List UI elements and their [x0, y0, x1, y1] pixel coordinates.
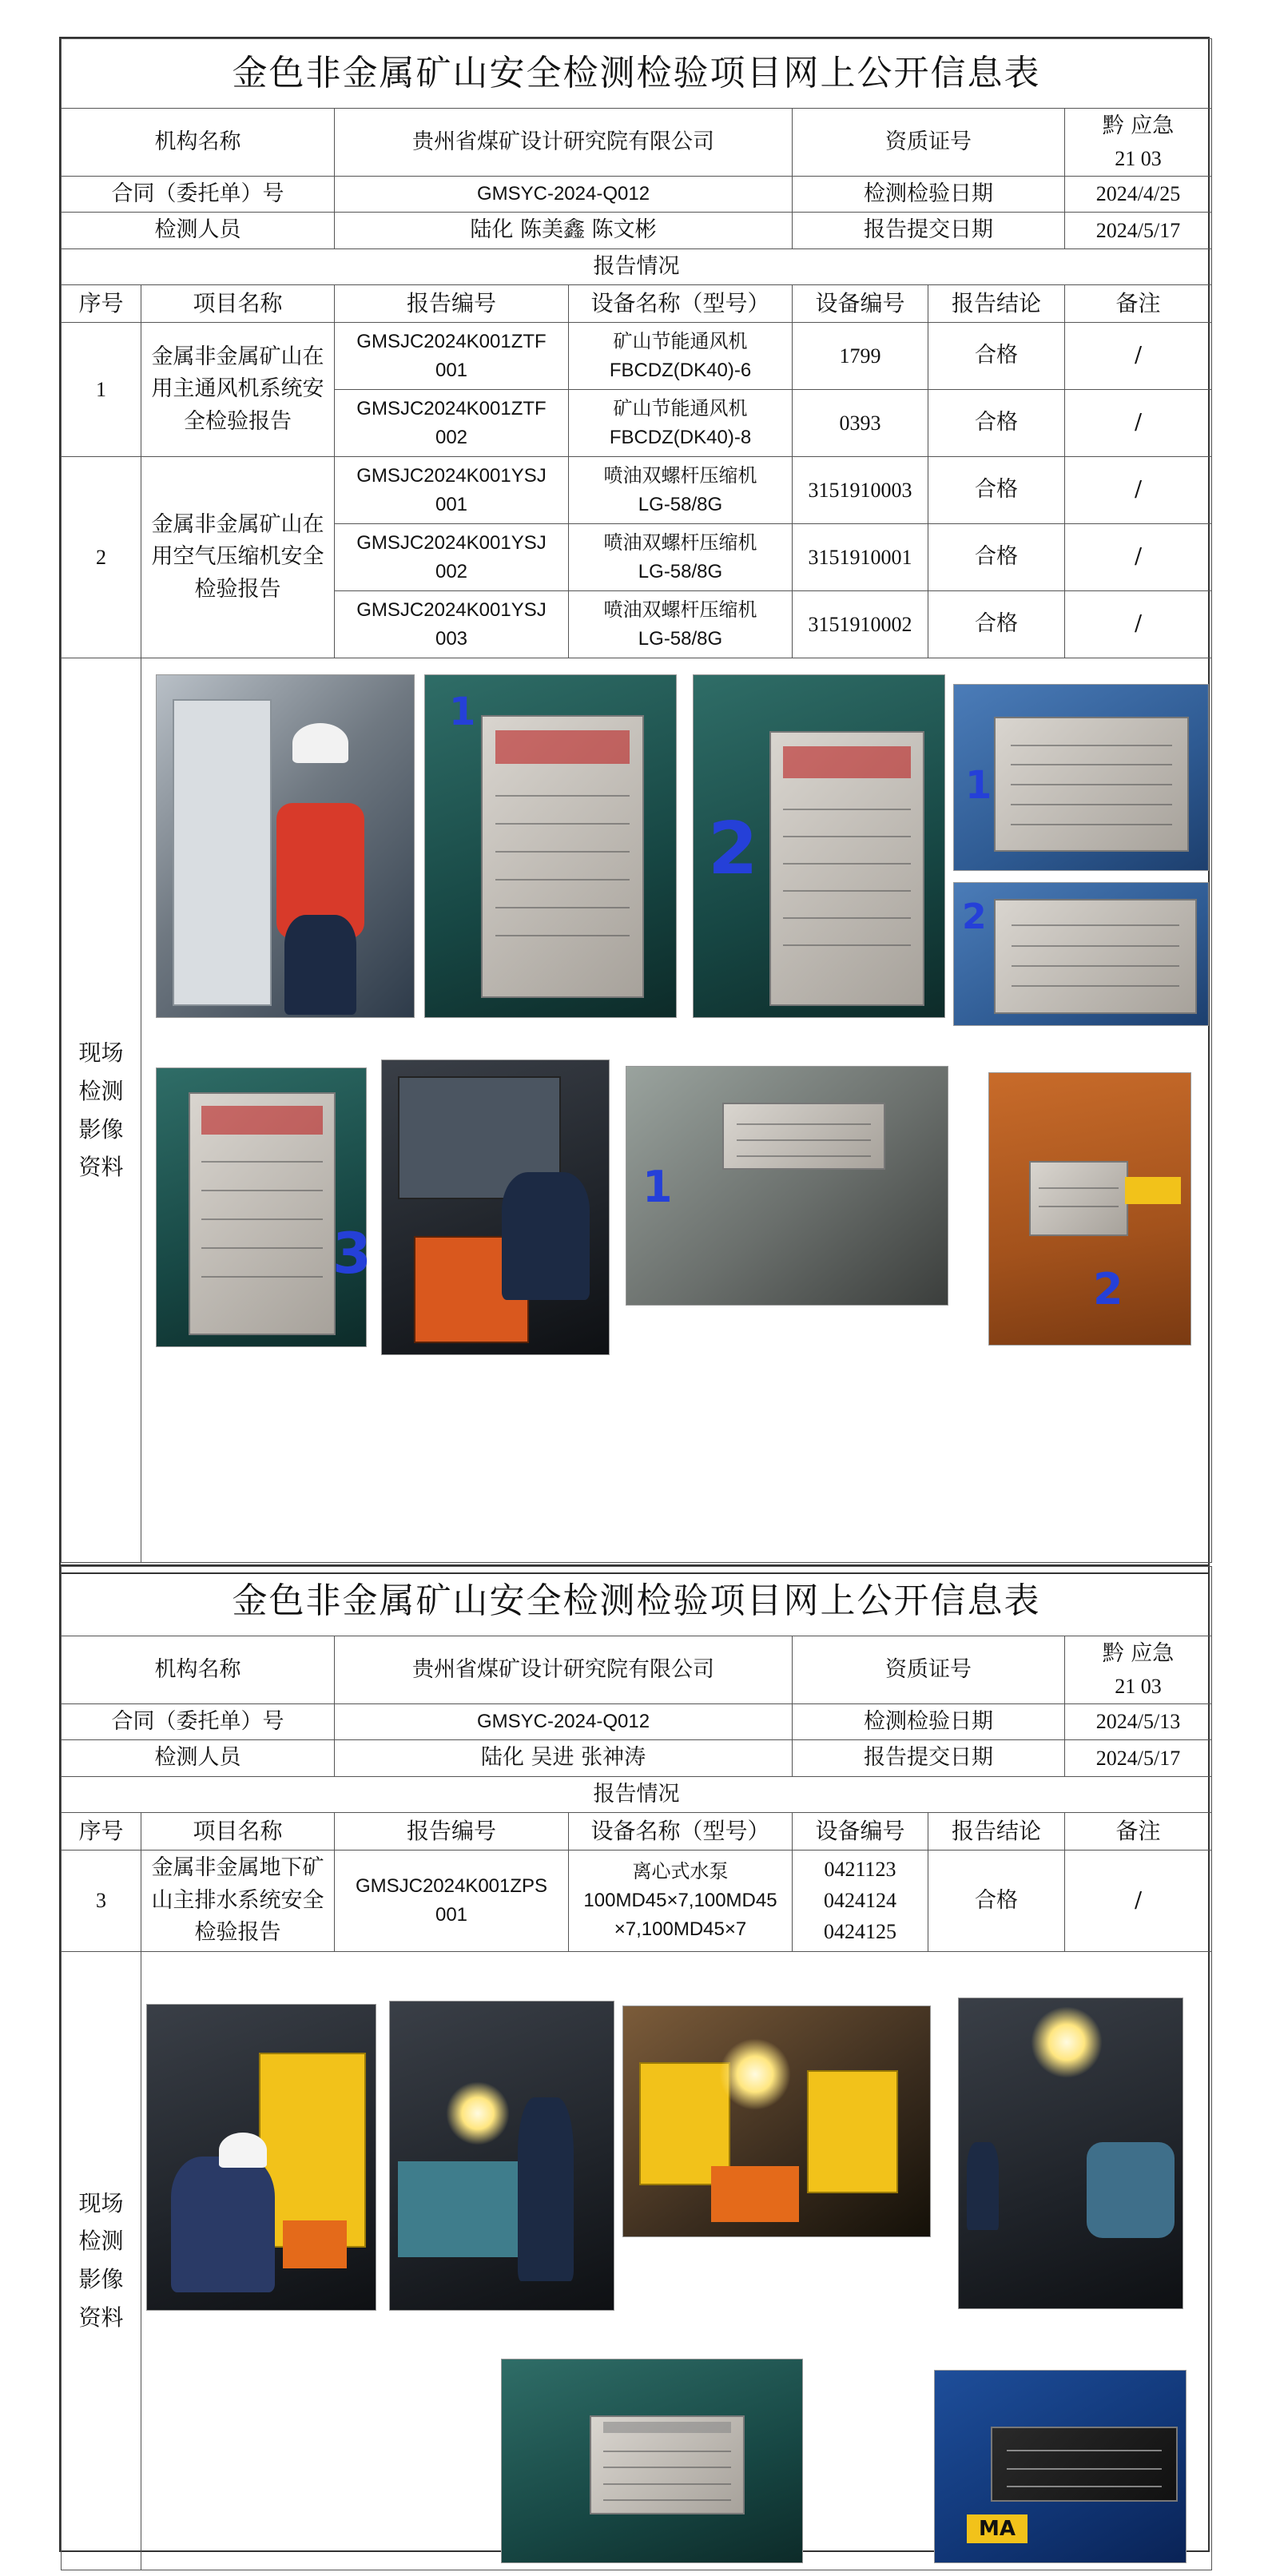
project-cell: 金属非金属矿山在用空气压缩机安全检验报告 [141, 457, 335, 658]
handwritten-mark: 3 [332, 1220, 372, 1286]
info-table-1 [61, 38, 1212, 1563]
project-cell: 金属非金属矿山在用主通风机系统安全检验报告 [141, 323, 335, 457]
submit-date-label: 报告提交日期 [793, 1740, 1065, 1777]
org-value: 贵州省煤矿设计研究院有限公司 [335, 109, 793, 177]
device-no-cell: 0393 [793, 390, 928, 457]
handwritten-mark: 1 [449, 689, 476, 734]
photo-yellow-switchgear [622, 2006, 931, 2237]
cert-value-line-2: 21 03 [1115, 146, 1162, 170]
nameplate [1029, 1161, 1128, 1236]
col-note: 备注 [1065, 1813, 1212, 1851]
result-cell: 合格 [928, 591, 1065, 658]
contract-label: 合同（委托单）号 [62, 1703, 335, 1740]
report-no-line-2: 002 [435, 560, 468, 582]
device-model-line: LG-58/8G [638, 493, 723, 515]
cert-value-line-2: 21 03 [1115, 1674, 1162, 1698]
handwritten-mark: 1 [642, 1161, 673, 1212]
device-no-line-3: 0424125 [824, 1920, 896, 1944]
nameplate [189, 1092, 336, 1335]
result-cell: 合格 [928, 323, 1065, 390]
photo-fan-plate [988, 1072, 1191, 1346]
seq-cell: 1 [62, 323, 141, 457]
photo-motor-plate [626, 1066, 948, 1306]
photo-receiver-plate-1 [953, 684, 1209, 871]
report-no-line-1: GMSJC2024K001ZTF [356, 330, 547, 352]
handwritten-mark: 2 [962, 896, 987, 937]
nameplate [722, 1103, 885, 1170]
report-no-cell [335, 524, 569, 591]
device-model-line-2: ×7,100MD45×7 [614, 1918, 747, 1940]
cert-value [1065, 1636, 1212, 1704]
ka-badge [1125, 1177, 1181, 1204]
info-sheet-2 [59, 1564, 1210, 2552]
col-project: 项目名称 [141, 1813, 335, 1851]
result-cell: 合格 [928, 390, 1065, 457]
col-seq: 序号 [62, 285, 141, 323]
ma-badge: MA [967, 2514, 1028, 2543]
col-device-name: 设备名称（型号） [569, 1813, 793, 1851]
handwritten-mark: 2 [1093, 1263, 1123, 1314]
cert-value-line-1: 黔 应急 [1102, 113, 1175, 138]
submit-date-value: 2024/5/17 [1065, 1740, 1212, 1777]
org-value: 贵州省煤矿设计研究院有限公司 [335, 1636, 793, 1704]
staff-value: 陆化 陈美鑫 陈文彬 [335, 213, 793, 249]
seq-cell: 2 [62, 457, 141, 658]
col-project: 项目名称 [141, 285, 335, 323]
photo-nameplate-1 [424, 674, 677, 1018]
cert-label: 资质证号 [793, 1636, 1065, 1704]
nameplate [991, 2427, 1178, 2502]
nameplate [590, 2415, 745, 2514]
table-row [62, 457, 1212, 524]
note-cell: / [1065, 524, 1212, 591]
note-cell: / [1065, 1851, 1212, 1952]
result-cell: 合格 [928, 524, 1065, 591]
report-no-line-1: GMSJC2024K001YSJ [356, 531, 547, 554]
contract-value: GMSYC-2024-Q012 [335, 176, 793, 213]
worker-figure [518, 2097, 574, 2281]
staff-label: 检测人员 [62, 1740, 335, 1777]
yellow-equipment [259, 2053, 366, 2248]
test-date-label: 检测检验日期 [793, 1703, 1065, 1740]
note-cell: / [1065, 323, 1212, 390]
device-no-cell: 1799 [793, 323, 928, 390]
report-no-line-2: 001 [435, 493, 468, 515]
device-model-line: LG-58/8G [638, 627, 723, 650]
photo-pump-nameplate [501, 2359, 803, 2563]
device-model-line: FBCDZ(DK40)-8 [609, 426, 752, 448]
report-no-line-1: GMSJC2024K001ZPS [355, 1874, 548, 1897]
report-no-cell [335, 1851, 569, 1952]
project-cell: 金属非金属地下矿山主排水系统安全检验报告 [141, 1851, 335, 1952]
table-row [62, 1851, 1212, 1952]
device-name-cell [569, 390, 793, 457]
col-device-no: 设备编号 [793, 1813, 928, 1851]
worker-helmet [219, 2133, 267, 2168]
submit-date-label: 报告提交日期 [793, 213, 1065, 249]
photo-nameplate-3 [156, 1067, 372, 1347]
col-seq: 序号 [62, 1813, 141, 1851]
photo-pump-room [389, 2001, 614, 2311]
result-cell: 合格 [928, 1851, 1065, 1952]
cert-label: 资质证号 [793, 109, 1065, 177]
test-date-value: 2024/4/25 [1065, 176, 1212, 213]
nameplate [769, 731, 924, 1006]
col-note: 备注 [1065, 285, 1212, 323]
cert-value-line-1: 黔 应急 [1102, 1641, 1175, 1666]
cabinet-shape [173, 699, 272, 1006]
device-model-line-1: 100MD45×7,100MD45 [583, 1889, 777, 1911]
device-name-line-1: 喷油双螺杆压缩机 [603, 531, 757, 554]
report-no-line-2: 001 [435, 359, 468, 381]
nameplate [994, 717, 1189, 852]
report-no-cell [335, 457, 569, 524]
sheet-title: 金色非金属矿山安全检测检验项目网上公开信息表 [62, 39, 1212, 109]
photo-section-label: 现场检测影像资料 [62, 1951, 141, 2570]
photo-worker-pump-test [146, 2004, 376, 2311]
device-name-cell [569, 524, 793, 591]
contract-value: GMSYC-2024-Q012 [335, 1703, 793, 1740]
orange-device-shape [711, 2166, 799, 2222]
photo-nameplate-2 [693, 674, 945, 1018]
staff-value: 陆化 吴进 张神涛 [335, 1740, 793, 1777]
device-name-line-1: 矿山节能通风机 [613, 330, 748, 352]
photo-tunnel [958, 1998, 1183, 2309]
device-name-line-1: 喷油双螺杆压缩机 [603, 598, 757, 621]
info-table-2 [61, 1566, 1212, 2570]
worker-figure [967, 2142, 999, 2230]
yellow-equipment [807, 2070, 898, 2193]
nameplate [994, 899, 1197, 1014]
report-no-cell [335, 323, 569, 390]
contract-label: 合同（委托单）号 [62, 176, 335, 213]
photo-worker-control-box [381, 1059, 610, 1355]
photo-gallery-2 [141, 1951, 1212, 2570]
report-no-line-2: 002 [435, 426, 468, 448]
col-result: 报告结论 [928, 285, 1065, 323]
device-no-cell [793, 1851, 928, 1952]
photo-motor-ma-plate [934, 2370, 1187, 2563]
org-label: 机构名称 [62, 109, 335, 177]
lamp-glow [719, 2038, 791, 2110]
device-model-line: LG-58/8G [638, 560, 723, 582]
photo-inspector-panel [156, 674, 415, 1018]
report-no-cell [335, 390, 569, 457]
orange-device-shape [283, 2220, 347, 2268]
cert-value [1065, 109, 1212, 177]
report-no-line-2: 001 [435, 1903, 468, 1926]
sheet-title: 金色非金属矿山安全检测检验项目网上公开信息表 [62, 1567, 1212, 1636]
info-sheet-1 [59, 37, 1210, 1574]
handwritten-mark: 2 [708, 806, 758, 891]
report-no-line-2: 003 [435, 627, 468, 650]
submit-date-value: 2024/5/17 [1065, 213, 1212, 249]
report-no-line-1: GMSJC2024K001ZTF [356, 397, 547, 419]
lamp-glow [1031, 2006, 1103, 2078]
photo-gallery-1 [141, 658, 1212, 1563]
org-label: 机构名称 [62, 1636, 335, 1704]
col-report-no: 报告编号 [335, 285, 569, 323]
col-report-no: 报告编号 [335, 1813, 569, 1851]
photo-receiver-plate-2 [953, 882, 1209, 1026]
note-cell: / [1065, 390, 1212, 457]
device-name-cell [569, 591, 793, 658]
result-cell: 合格 [928, 457, 1065, 524]
device-name-line-1: 矿山节能通风机 [613, 397, 748, 419]
test-date-label: 检测检验日期 [793, 176, 1065, 213]
handwritten-mark: 1 [965, 762, 992, 808]
worker-figure [171, 2157, 275, 2292]
staff-label: 检测人员 [62, 213, 335, 249]
photo-section-label: 现场检测影像资料 [62, 658, 141, 1563]
col-device-name: 设备名称（型号） [569, 285, 793, 323]
worker-helmet [292, 723, 348, 763]
report-no-line-1: GMSJC2024K001YSJ [356, 598, 547, 621]
seq-cell: 3 [62, 1851, 141, 1952]
pump-motor-shape [1087, 2142, 1175, 2238]
report-section-title: 报告情况 [62, 248, 1212, 285]
device-name-line-1: 离心式水泵 [632, 1860, 729, 1882]
device-model-line: FBCDZ(DK40)-6 [609, 359, 752, 381]
device-no-cell: 3151910003 [793, 457, 928, 524]
device-no-cell: 3151910001 [793, 524, 928, 591]
report-section-title: 报告情况 [62, 1776, 1212, 1813]
report-no-line-1: GMSJC2024K001YSJ [356, 464, 547, 487]
device-name-line-1: 喷油双螺杆压缩机 [603, 464, 757, 487]
pump-shape [398, 2161, 526, 2257]
worker-legs [284, 915, 356, 1015]
nameplate [481, 715, 644, 998]
device-no-line-2: 0424124 [824, 1889, 896, 1913]
note-cell: / [1065, 457, 1212, 524]
col-result: 报告结论 [928, 1813, 1065, 1851]
table-row [62, 323, 1212, 390]
report-no-cell [335, 591, 569, 658]
worker-figure [502, 1172, 590, 1300]
lamp-glow [446, 2081, 510, 2145]
device-no-cell: 3151910002 [793, 591, 928, 658]
device-name-cell [569, 457, 793, 524]
col-device-no: 设备编号 [793, 285, 928, 323]
device-name-cell [569, 1851, 793, 1952]
device-no-line-1: 0421123 [824, 1858, 896, 1882]
test-date-value: 2024/5/13 [1065, 1703, 1212, 1740]
note-cell: / [1065, 591, 1212, 658]
device-name-cell [569, 323, 793, 390]
